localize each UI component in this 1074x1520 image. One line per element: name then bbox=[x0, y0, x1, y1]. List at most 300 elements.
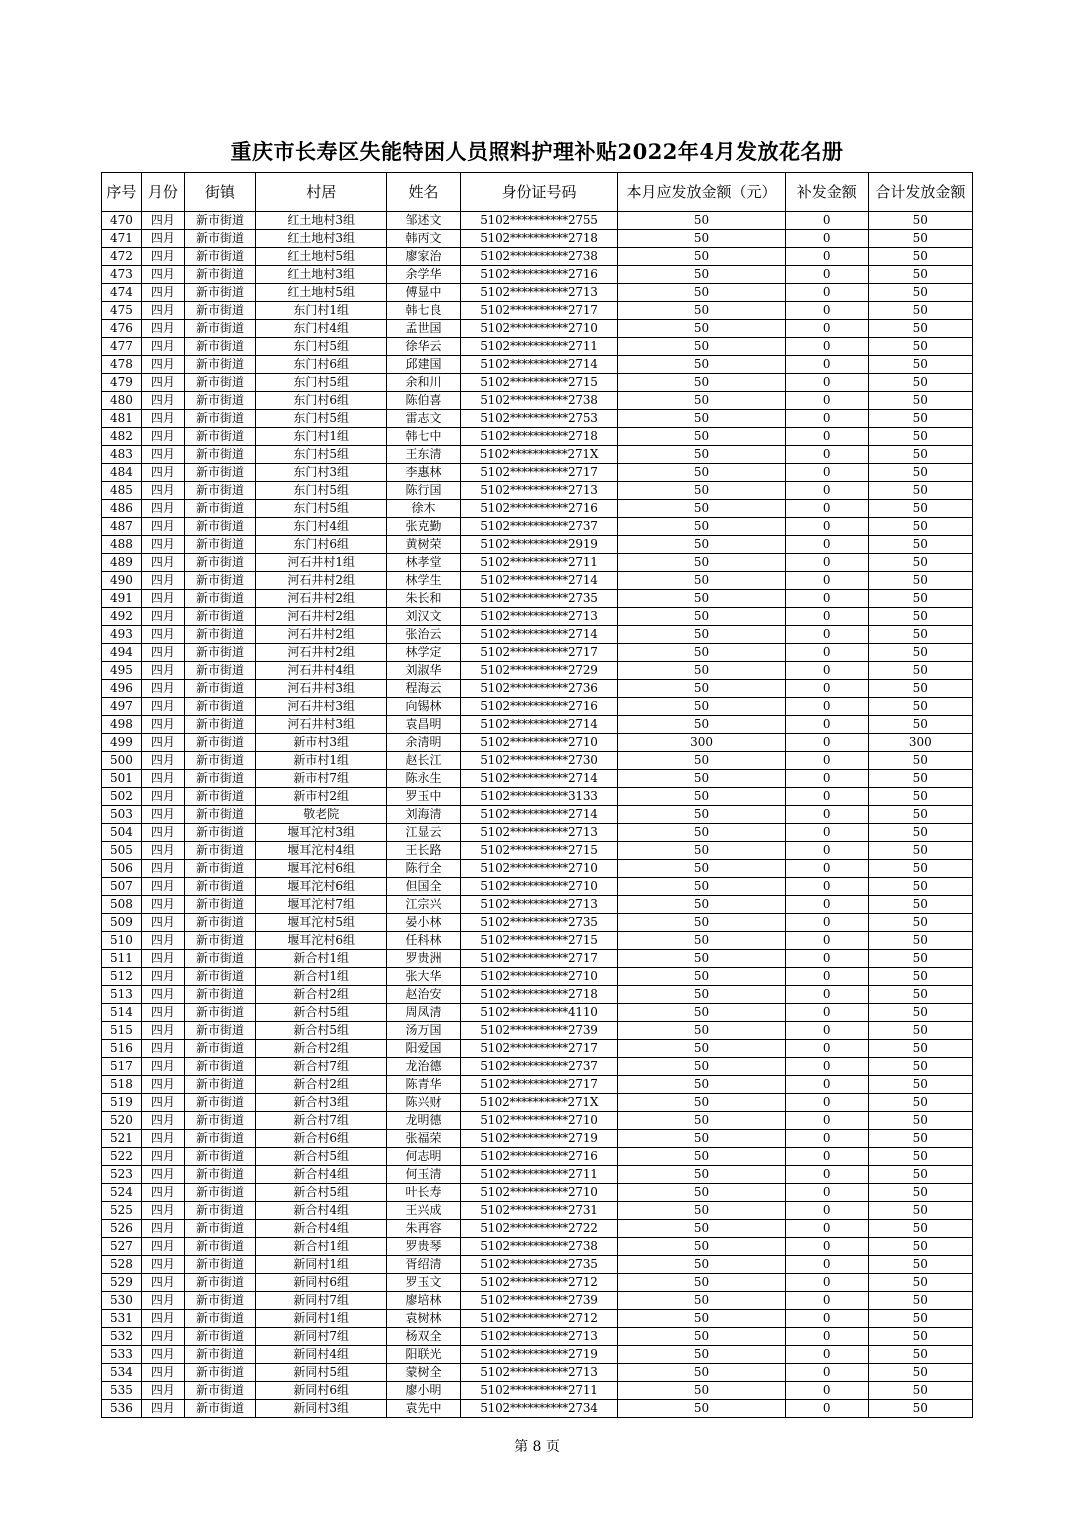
cell-monthly-amount: 50 bbox=[618, 968, 786, 986]
cell-month: 四月 bbox=[141, 500, 184, 518]
cell-name: 周凤清 bbox=[387, 1004, 461, 1022]
cell-reissue-amount: 0 bbox=[785, 734, 868, 752]
cell-index: 511 bbox=[102, 950, 142, 968]
cell-reissue-amount: 0 bbox=[785, 950, 868, 968]
cell-monthly-amount: 50 bbox=[618, 266, 786, 284]
cell-monthly-amount: 50 bbox=[618, 428, 786, 446]
cell-name: 陈行全 bbox=[387, 860, 461, 878]
cell-reissue-amount: 0 bbox=[785, 1094, 868, 1112]
table-row bbox=[102, 1148, 973, 1166]
cell-monthly-amount: 50 bbox=[618, 1202, 786, 1220]
cell-index: 525 bbox=[102, 1202, 142, 1220]
cell-month: 四月 bbox=[141, 662, 184, 680]
table-row bbox=[102, 482, 973, 500]
table-row bbox=[102, 410, 973, 428]
cell-reissue-amount: 0 bbox=[785, 1328, 868, 1346]
cell-name: 邱建国 bbox=[387, 356, 461, 374]
cell-name: 王长路 bbox=[387, 842, 461, 860]
cell-index: 515 bbox=[102, 1022, 142, 1040]
cell-monthly-amount: 50 bbox=[618, 1238, 786, 1256]
cell-village: 新合村5组 bbox=[256, 1022, 387, 1040]
cell-id-number: 5102**********2710 bbox=[460, 320, 617, 338]
cell-id-number: 5102**********2736 bbox=[460, 680, 617, 698]
cell-index: 473 bbox=[102, 266, 142, 284]
cell-monthly-amount: 50 bbox=[618, 1112, 786, 1130]
cell-street: 新市街道 bbox=[184, 410, 256, 428]
cell-total-amount: 50 bbox=[868, 914, 972, 932]
table-row bbox=[102, 878, 973, 896]
cell-month: 四月 bbox=[141, 770, 184, 788]
cell-village: 新同村7组 bbox=[256, 1292, 387, 1310]
cell-name: 徐华云 bbox=[387, 338, 461, 356]
cell-monthly-amount: 50 bbox=[618, 1040, 786, 1058]
cell-index: 521 bbox=[102, 1130, 142, 1148]
cell-village: 堰耳沱村5组 bbox=[256, 914, 387, 932]
cell-name: 蒙树全 bbox=[387, 1364, 461, 1382]
cell-name: 任科林 bbox=[387, 932, 461, 950]
cell-reissue-amount: 0 bbox=[785, 644, 868, 662]
cell-month: 四月 bbox=[141, 914, 184, 932]
cell-month: 四月 bbox=[141, 896, 184, 914]
cell-monthly-amount: 50 bbox=[618, 626, 786, 644]
cell-id-number: 5102**********2713 bbox=[460, 284, 617, 302]
cell-month: 四月 bbox=[141, 1346, 184, 1364]
cell-id-number: 5102**********2753 bbox=[460, 410, 617, 428]
cell-month: 四月 bbox=[141, 428, 184, 446]
cell-index: 513 bbox=[102, 986, 142, 1004]
table-row bbox=[102, 1310, 973, 1328]
cell-village: 新同村6组 bbox=[256, 1274, 387, 1292]
table-row bbox=[102, 1202, 973, 1220]
cell-total-amount: 50 bbox=[868, 1256, 972, 1274]
cell-total-amount: 50 bbox=[868, 896, 972, 914]
cell-street: 新市街道 bbox=[184, 1292, 256, 1310]
cell-total-amount: 50 bbox=[868, 518, 972, 536]
cell-name: 罗玉文 bbox=[387, 1274, 461, 1292]
cell-street: 新市街道 bbox=[184, 824, 256, 842]
cell-total-amount: 50 bbox=[868, 266, 972, 284]
cell-monthly-amount: 50 bbox=[618, 410, 786, 428]
cell-name: 张大华 bbox=[387, 968, 461, 986]
cell-reissue-amount: 0 bbox=[785, 842, 868, 860]
table-row bbox=[102, 716, 973, 734]
cell-name: 陈永生 bbox=[387, 770, 461, 788]
cell-name: 陈青华 bbox=[387, 1076, 461, 1094]
cell-id-number: 5102**********2716 bbox=[460, 500, 617, 518]
cell-id-number: 5102**********2712 bbox=[460, 1310, 617, 1328]
cell-name: 龙明德 bbox=[387, 1112, 461, 1130]
cell-street: 新市街道 bbox=[184, 986, 256, 1004]
cell-total-amount: 50 bbox=[868, 788, 972, 806]
table-row bbox=[102, 1364, 973, 1382]
table-row bbox=[102, 1112, 973, 1130]
table-row bbox=[102, 1292, 973, 1310]
cell-reissue-amount: 0 bbox=[785, 266, 868, 284]
table-row bbox=[102, 590, 973, 608]
cell-reissue-amount: 0 bbox=[785, 428, 868, 446]
cell-month: 四月 bbox=[141, 752, 184, 770]
cell-street: 新市街道 bbox=[184, 716, 256, 734]
cell-index: 505 bbox=[102, 842, 142, 860]
cell-street: 新市街道 bbox=[184, 1076, 256, 1094]
cell-village: 新合村6组 bbox=[256, 1130, 387, 1148]
cell-monthly-amount: 50 bbox=[618, 1328, 786, 1346]
cell-reissue-amount: 0 bbox=[785, 320, 868, 338]
cell-name: 朱长和 bbox=[387, 590, 461, 608]
cell-id-number: 5102**********2713 bbox=[460, 608, 617, 626]
cell-street: 新市街道 bbox=[184, 518, 256, 536]
cell-id-number: 5102**********2713 bbox=[460, 1328, 617, 1346]
cell-village: 红土地村5组 bbox=[256, 248, 387, 266]
cell-total-amount: 50 bbox=[868, 572, 972, 590]
cell-village: 新市村7组 bbox=[256, 770, 387, 788]
cell-monthly-amount: 50 bbox=[618, 464, 786, 482]
cell-total-amount: 50 bbox=[868, 284, 972, 302]
cell-index: 520 bbox=[102, 1112, 142, 1130]
cell-month: 四月 bbox=[141, 968, 184, 986]
cell-street: 新市街道 bbox=[184, 968, 256, 986]
cell-name: 刘海清 bbox=[387, 806, 461, 824]
cell-village: 新同村3组 bbox=[256, 1400, 387, 1418]
cell-street: 新市街道 bbox=[184, 482, 256, 500]
cell-village: 东门村4组 bbox=[256, 518, 387, 536]
cell-monthly-amount: 50 bbox=[618, 590, 786, 608]
cell-id-number: 5102**********2717 bbox=[460, 302, 617, 320]
cell-name: 袁先中 bbox=[387, 1400, 461, 1418]
cell-village: 新市村2组 bbox=[256, 788, 387, 806]
cell-reissue-amount: 0 bbox=[785, 752, 868, 770]
cell-id-number: 5102**********2737 bbox=[460, 1058, 617, 1076]
cell-total-amount: 300 bbox=[868, 734, 972, 752]
cell-month: 四月 bbox=[141, 698, 184, 716]
table-row bbox=[102, 896, 973, 914]
cell-total-amount: 50 bbox=[868, 608, 972, 626]
cell-id-number: 5102**********2718 bbox=[460, 428, 617, 446]
cell-index: 475 bbox=[102, 302, 142, 320]
col-header-month: 月份 bbox=[141, 173, 184, 212]
cell-street: 新市街道 bbox=[184, 1166, 256, 1184]
cell-id-number: 5102**********2711 bbox=[460, 1382, 617, 1400]
cell-total-amount: 50 bbox=[868, 464, 972, 482]
cell-village: 堰耳沱村6组 bbox=[256, 878, 387, 896]
cell-monthly-amount: 50 bbox=[618, 896, 786, 914]
col-header-name: 姓名 bbox=[387, 173, 461, 212]
table-row bbox=[102, 518, 973, 536]
cell-reissue-amount: 0 bbox=[785, 1292, 868, 1310]
cell-id-number: 5102**********2735 bbox=[460, 914, 617, 932]
cell-id-number: 5102**********2722 bbox=[460, 1220, 617, 1238]
cell-total-amount: 50 bbox=[868, 590, 972, 608]
cell-month: 四月 bbox=[141, 1292, 184, 1310]
cell-village: 河石井村3组 bbox=[256, 716, 387, 734]
cell-reissue-amount: 0 bbox=[785, 932, 868, 950]
cell-index: 516 bbox=[102, 1040, 142, 1058]
cell-total-amount: 50 bbox=[868, 392, 972, 410]
cell-id-number: 5102**********2710 bbox=[460, 1112, 617, 1130]
cell-street: 新市街道 bbox=[184, 1328, 256, 1346]
table-row bbox=[102, 914, 973, 932]
cell-id-number: 5102**********2715 bbox=[460, 374, 617, 392]
table-row bbox=[102, 734, 973, 752]
cell-street: 新市街道 bbox=[184, 752, 256, 770]
table-row bbox=[102, 338, 973, 356]
cell-total-amount: 50 bbox=[868, 1040, 972, 1058]
table-row bbox=[102, 608, 973, 626]
cell-reissue-amount: 0 bbox=[785, 698, 868, 716]
cell-index: 510 bbox=[102, 932, 142, 950]
cell-id-number: 5102**********2755 bbox=[460, 212, 617, 230]
cell-monthly-amount: 50 bbox=[618, 950, 786, 968]
cell-name: 刘淑华 bbox=[387, 662, 461, 680]
cell-index: 478 bbox=[102, 356, 142, 374]
cell-street: 新市街道 bbox=[184, 1058, 256, 1076]
cell-reissue-amount: 0 bbox=[785, 788, 868, 806]
cell-name: 江显云 bbox=[387, 824, 461, 842]
table-row bbox=[102, 1382, 973, 1400]
cell-id-number: 5102**********2714 bbox=[460, 572, 617, 590]
cell-reissue-amount: 0 bbox=[785, 284, 868, 302]
cell-village: 新同村6组 bbox=[256, 1382, 387, 1400]
cell-id-number: 5102**********2713 bbox=[460, 896, 617, 914]
cell-village: 红土地村3组 bbox=[256, 230, 387, 248]
cell-index: 489 bbox=[102, 554, 142, 572]
cell-month: 四月 bbox=[141, 248, 184, 266]
cell-monthly-amount: 50 bbox=[618, 860, 786, 878]
cell-reissue-amount: 0 bbox=[785, 1112, 868, 1130]
cell-index: 523 bbox=[102, 1166, 142, 1184]
table-row bbox=[102, 1220, 973, 1238]
col-header-village: 村居 bbox=[256, 173, 387, 212]
cell-total-amount: 50 bbox=[868, 680, 972, 698]
cell-name: 龙治德 bbox=[387, 1058, 461, 1076]
cell-street: 新市街道 bbox=[184, 770, 256, 788]
cell-street: 新市街道 bbox=[184, 392, 256, 410]
cell-id-number: 5102**********2713 bbox=[460, 824, 617, 842]
cell-total-amount: 50 bbox=[868, 302, 972, 320]
cell-village: 新合村5组 bbox=[256, 1148, 387, 1166]
cell-street: 新市街道 bbox=[184, 1094, 256, 1112]
cell-id-number: 5102**********2718 bbox=[460, 230, 617, 248]
cell-name: 程海云 bbox=[387, 680, 461, 698]
cell-street: 新市街道 bbox=[184, 1022, 256, 1040]
cell-name: 朱再容 bbox=[387, 1220, 461, 1238]
cell-monthly-amount: 50 bbox=[618, 554, 786, 572]
cell-month: 四月 bbox=[141, 590, 184, 608]
cell-street: 新市街道 bbox=[184, 734, 256, 752]
table-body bbox=[102, 212, 973, 1418]
cell-index: 532 bbox=[102, 1328, 142, 1346]
cell-street: 新市街道 bbox=[184, 1256, 256, 1274]
cell-name: 杨双全 bbox=[387, 1328, 461, 1346]
table-row bbox=[102, 950, 973, 968]
cell-reissue-amount: 0 bbox=[785, 536, 868, 554]
cell-street: 新市街道 bbox=[184, 626, 256, 644]
cell-total-amount: 50 bbox=[868, 1004, 972, 1022]
cell-id-number: 5102**********2739 bbox=[460, 1292, 617, 1310]
cell-index: 479 bbox=[102, 374, 142, 392]
cell-total-amount: 50 bbox=[868, 446, 972, 464]
cell-village: 新合村2组 bbox=[256, 986, 387, 1004]
col-header-index: 序号 bbox=[102, 173, 142, 212]
page-number: 第 8 页 bbox=[514, 1439, 560, 1455]
table-row bbox=[102, 1004, 973, 1022]
cell-month: 四月 bbox=[141, 878, 184, 896]
cell-village: 堰耳沱村6组 bbox=[256, 860, 387, 878]
cell-month: 四月 bbox=[141, 572, 184, 590]
cell-index: 522 bbox=[102, 1148, 142, 1166]
cell-reissue-amount: 0 bbox=[785, 590, 868, 608]
cell-street: 新市街道 bbox=[184, 500, 256, 518]
cell-month: 四月 bbox=[141, 824, 184, 842]
cell-village: 东门村6组 bbox=[256, 392, 387, 410]
cell-monthly-amount: 50 bbox=[618, 1166, 786, 1184]
cell-total-amount: 50 bbox=[868, 860, 972, 878]
cell-index: 535 bbox=[102, 1382, 142, 1400]
cell-street: 新市街道 bbox=[184, 1364, 256, 1382]
cell-month: 四月 bbox=[141, 1166, 184, 1184]
cell-monthly-amount: 50 bbox=[618, 1130, 786, 1148]
cell-street: 新市街道 bbox=[184, 266, 256, 284]
table-row bbox=[102, 302, 973, 320]
cell-village: 堰耳沱村7组 bbox=[256, 896, 387, 914]
cell-month: 四月 bbox=[141, 212, 184, 230]
cell-id-number: 5102**********2714 bbox=[460, 626, 617, 644]
cell-total-amount: 50 bbox=[868, 752, 972, 770]
cell-index: 518 bbox=[102, 1076, 142, 1094]
table-row bbox=[102, 464, 973, 482]
cell-street: 新市街道 bbox=[184, 1274, 256, 1292]
table-row bbox=[102, 554, 973, 572]
cell-month: 四月 bbox=[141, 356, 184, 374]
cell-village: 新合村2组 bbox=[256, 1076, 387, 1094]
cell-monthly-amount: 50 bbox=[618, 806, 786, 824]
cell-street: 新市街道 bbox=[184, 914, 256, 932]
cell-total-amount: 50 bbox=[868, 932, 972, 950]
cell-id-number: 5102**********2717 bbox=[460, 644, 617, 662]
cell-index: 498 bbox=[102, 716, 142, 734]
cell-village: 东门村5组 bbox=[256, 410, 387, 428]
cell-index: 494 bbox=[102, 644, 142, 662]
cell-index: 529 bbox=[102, 1274, 142, 1292]
cell-index: 476 bbox=[102, 320, 142, 338]
cell-index: 502 bbox=[102, 788, 142, 806]
cell-name: 王兴成 bbox=[387, 1202, 461, 1220]
table-row bbox=[102, 428, 973, 446]
cell-month: 四月 bbox=[141, 1202, 184, 1220]
cell-total-amount: 50 bbox=[868, 968, 972, 986]
cell-month: 四月 bbox=[141, 680, 184, 698]
cell-name: 胥绍清 bbox=[387, 1256, 461, 1274]
table-row bbox=[102, 374, 973, 392]
cell-id-number: 5102**********2716 bbox=[460, 1148, 617, 1166]
cell-id-number: 5102**********2735 bbox=[460, 1256, 617, 1274]
cell-reissue-amount: 0 bbox=[785, 914, 868, 932]
cell-month: 四月 bbox=[141, 1382, 184, 1400]
cell-month: 四月 bbox=[141, 806, 184, 824]
cell-total-amount: 50 bbox=[868, 482, 972, 500]
cell-name: 廖培林 bbox=[387, 1292, 461, 1310]
cell-name: 叶长寿 bbox=[387, 1184, 461, 1202]
cell-index: 495 bbox=[102, 662, 142, 680]
cell-village: 东门村5组 bbox=[256, 374, 387, 392]
cell-reissue-amount: 0 bbox=[785, 1346, 868, 1364]
cell-reissue-amount: 0 bbox=[785, 662, 868, 680]
cell-village: 东门村6组 bbox=[256, 356, 387, 374]
col-header-reissue-amount: 补发金额 bbox=[785, 173, 868, 212]
cell-month: 四月 bbox=[141, 1130, 184, 1148]
cell-reissue-amount: 0 bbox=[785, 1004, 868, 1022]
cell-village: 新合村5组 bbox=[256, 1184, 387, 1202]
cell-monthly-amount: 50 bbox=[618, 392, 786, 410]
cell-name: 张克勤 bbox=[387, 518, 461, 536]
cell-index: 519 bbox=[102, 1094, 142, 1112]
cell-street: 新市街道 bbox=[184, 1310, 256, 1328]
cell-total-amount: 50 bbox=[868, 500, 972, 518]
cell-monthly-amount: 50 bbox=[618, 1382, 786, 1400]
cell-id-number: 5102**********2718 bbox=[460, 986, 617, 1004]
cell-reissue-amount: 0 bbox=[785, 1382, 868, 1400]
cell-monthly-amount: 50 bbox=[618, 752, 786, 770]
cell-index: 487 bbox=[102, 518, 142, 536]
cell-reissue-amount: 0 bbox=[785, 230, 868, 248]
cell-index: 501 bbox=[102, 770, 142, 788]
cell-id-number: 5102**********2715 bbox=[460, 932, 617, 950]
cell-street: 新市街道 bbox=[184, 806, 256, 824]
cell-id-number: 5102**********2719 bbox=[460, 1130, 617, 1148]
table-row bbox=[102, 572, 973, 590]
cell-street: 新市街道 bbox=[184, 356, 256, 374]
cell-total-amount: 50 bbox=[868, 1346, 972, 1364]
cell-reissue-amount: 0 bbox=[785, 1022, 868, 1040]
cell-total-amount: 50 bbox=[868, 1292, 972, 1310]
cell-month: 四月 bbox=[141, 464, 184, 482]
cell-village: 河石井村2组 bbox=[256, 572, 387, 590]
cell-id-number: 5102**********2730 bbox=[460, 752, 617, 770]
cell-name: 徐木 bbox=[387, 500, 461, 518]
cell-total-amount: 50 bbox=[868, 698, 972, 716]
cell-street: 新市街道 bbox=[184, 878, 256, 896]
cell-name: 张福荣 bbox=[387, 1130, 461, 1148]
cell-month: 四月 bbox=[141, 482, 184, 500]
cell-index: 508 bbox=[102, 896, 142, 914]
cell-street: 新市街道 bbox=[184, 302, 256, 320]
cell-index: 470 bbox=[102, 212, 142, 230]
cell-id-number: 5102**********2731 bbox=[460, 1202, 617, 1220]
cell-month: 四月 bbox=[141, 1058, 184, 1076]
col-header-total-amount: 合计发放金额 bbox=[868, 173, 972, 212]
cell-monthly-amount: 50 bbox=[618, 1274, 786, 1292]
cell-monthly-amount: 50 bbox=[618, 878, 786, 896]
table-row bbox=[102, 536, 973, 554]
cell-village: 东门村5组 bbox=[256, 500, 387, 518]
cell-reissue-amount: 0 bbox=[785, 968, 868, 986]
table-row bbox=[102, 932, 973, 950]
cell-monthly-amount: 50 bbox=[618, 374, 786, 392]
cell-id-number: 5102**********2710 bbox=[460, 734, 617, 752]
table-header-row bbox=[102, 173, 973, 212]
cell-id-number: 5102**********2717 bbox=[460, 464, 617, 482]
cell-name: 陈兴财 bbox=[387, 1094, 461, 1112]
cell-index: 482 bbox=[102, 428, 142, 446]
table-row bbox=[102, 1130, 973, 1148]
cell-village: 新同村1组 bbox=[256, 1256, 387, 1274]
cell-month: 四月 bbox=[141, 1004, 184, 1022]
cell-monthly-amount: 50 bbox=[618, 536, 786, 554]
cell-street: 新市街道 bbox=[184, 338, 256, 356]
cell-total-amount: 50 bbox=[868, 1148, 972, 1166]
cell-month: 四月 bbox=[141, 1040, 184, 1058]
table-row bbox=[102, 752, 973, 770]
